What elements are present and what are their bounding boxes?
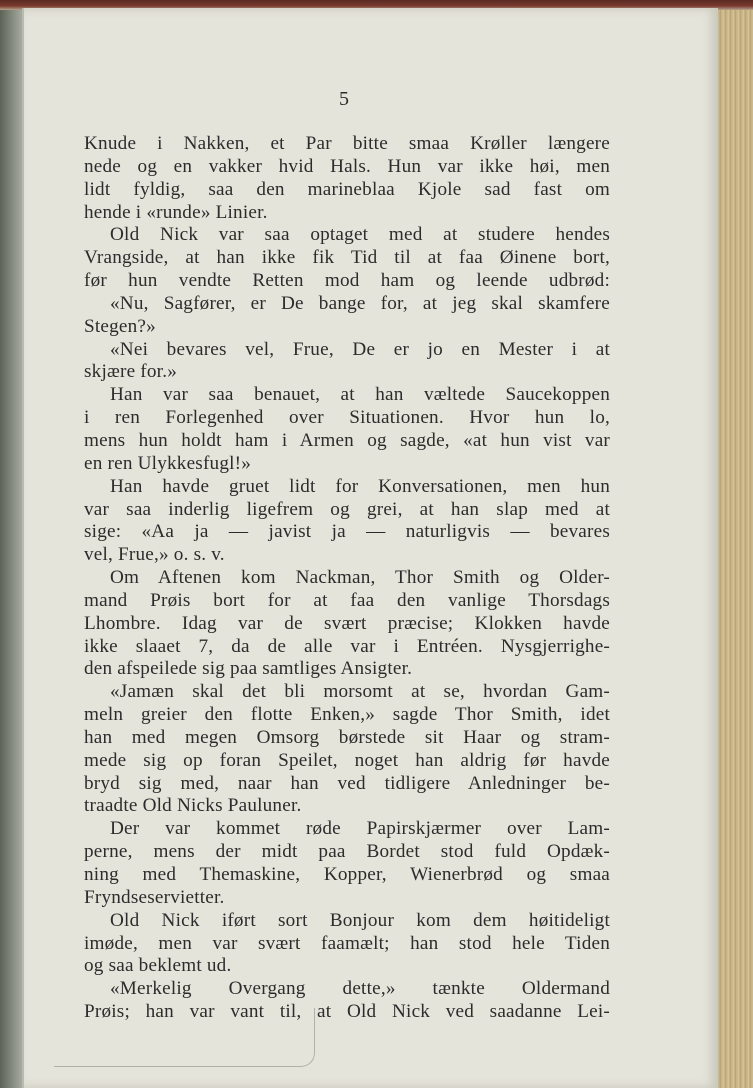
- text-line: ning med Themaskine, Kopper, Wienerbrød og smaa: [84, 864, 610, 885]
- text-line: «Nei bevares vel, Frue, De er jo en Mester i at: [110, 338, 610, 360]
- text-line: en ren Ulykkesfugl!»: [84, 452, 252, 474]
- text-line: Lhombre. Idag var de svært præcise; Klokken havde: [84, 612, 610, 634]
- text-line: skjære for.»: [84, 361, 177, 383]
- text-line: meln greier den flotte Enken,» sagde Thor Smith, idet: [84, 704, 610, 726]
- text-line: Fryndseservietter.: [84, 886, 225, 908]
- text-line: «Jamæn skal det bli morsomt at se, hvordan Gam-: [110, 681, 610, 703]
- text-line: han med megen Omsorg børstede sit Haar og stram-: [84, 726, 610, 748]
- text-line: Knude i Nakken, et Par bitte smaa Krøller længere: [84, 133, 610, 154]
- text-line: traadte Old Nicks Pauluner.: [84, 795, 302, 817]
- text-line: Vrangside, at han ikke fik Tid til at faa Øinene bort,: [84, 247, 610, 269]
- text-line: Der var kommet røde Papirskjærmer over Lam-: [110, 818, 610, 840]
- text-line: Han var saa benauet, at han væltede Saucekoppen: [110, 384, 610, 406]
- book-page: [22, 8, 718, 1088]
- text-line: «Merkelig Overgang dette,» tænkte Oldermand: [110, 978, 610, 1000]
- text-line: vel, Frue,» o. s. v.: [84, 544, 225, 566]
- text-line: mens hun holdt ham i Armen og sagde, «at hun vist var: [84, 429, 610, 451]
- text-line: Om Aftenen kom Nackman, Thor Smith og Older-: [110, 567, 610, 589]
- text-line: Prøis; han var vant til, at Old Nick ved saadanne Lei-: [84, 1001, 610, 1023]
- text-line: bryd sig med, naar han ved tidligere Anledninger be-: [84, 772, 610, 794]
- text-line: nede og en vakker hvid Hals. Hun var ikke høi, men: [84, 155, 610, 177]
- page-edges: [712, 10, 753, 1088]
- page-number: 5: [339, 88, 349, 110]
- text-line: den afspeilede sig paa samtliges Ansigter.: [84, 658, 413, 680]
- text-line: Stegen?»: [84, 315, 156, 337]
- body-text: [84, 133, 610, 1024]
- text-line: Old Nick var saa optaget med at studere hendes: [110, 224, 610, 246]
- text-line: hende i «runde» Linier.: [84, 201, 268, 223]
- text-line: Old Nick iført sort Bonjour kom dem høitideligt: [110, 909, 610, 931]
- text-line: perne, mens der midt paa Bordet stod fuld Opdæk-: [84, 841, 610, 863]
- text-line: mand Prøis bort for at faa den vanlige Thorsdags: [84, 589, 610, 611]
- text-line: i ren Forlegenhed over Situationen. Hvor hun lo,: [84, 407, 610, 429]
- text-line: og saa beklemt ud.: [84, 955, 232, 977]
- text-line: lidt fyldig, saa den marineblaa Kjole sad fast om: [84, 178, 610, 200]
- text-line: var saa inderlig ligefrem og grei, at han slap med at: [84, 498, 610, 520]
- text-line: imøde, men var svært faamælt; han stod hele Tiden: [84, 932, 610, 954]
- text-line: ikke slaaet 7, da de alle var i Entréen. Nysgjerrighe-: [84, 635, 610, 657]
- text-line: Han havde gruet lidt for Konversationen, men hun: [110, 475, 610, 497]
- text-line: før hun vendte Retten mod ham og leende udbrød:: [84, 270, 610, 292]
- text-line: mede sig op foran Speilet, noget han aldrig før havde: [84, 749, 610, 771]
- text-line: «Nu, Sagfører, er De bange for, at jeg skal skamfere: [110, 292, 610, 314]
- text-line: sige: «Aa ja — javist ja — naturligvis — bevares: [84, 521, 610, 543]
